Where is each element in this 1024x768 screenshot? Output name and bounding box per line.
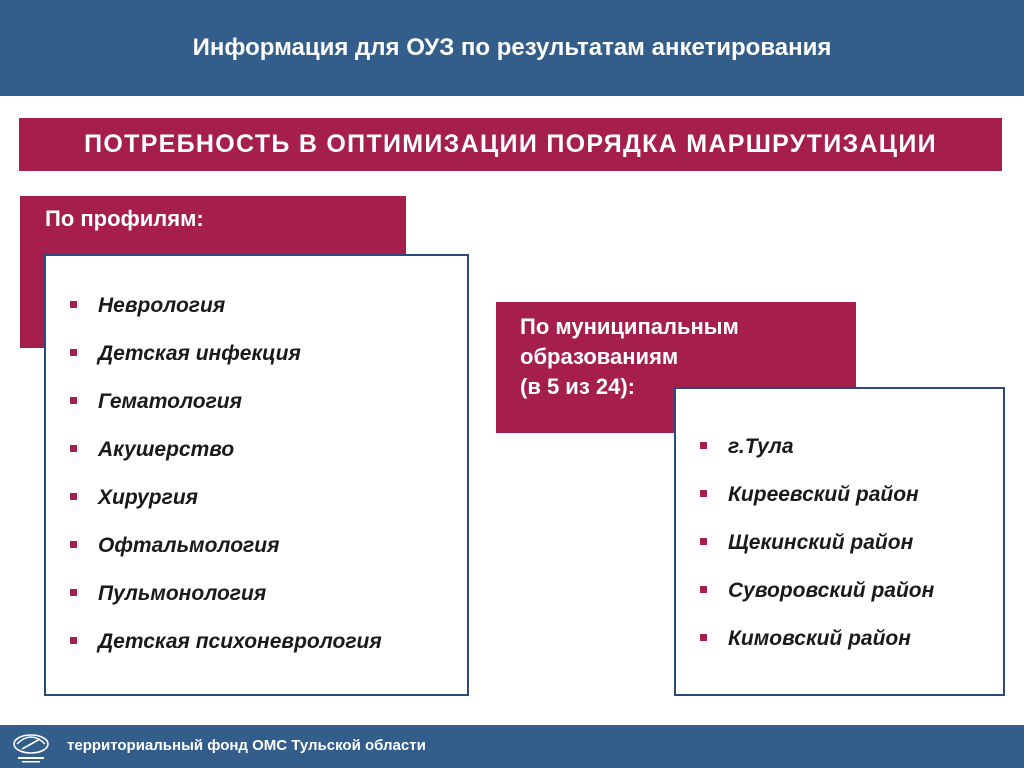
list-item: [676, 627, 1003, 675]
list-item: [46, 294, 467, 342]
bullet-icon: [70, 301, 77, 308]
list-item: [676, 531, 1003, 579]
list-item-text: Офтальмология: [98, 534, 280, 557]
list-item-text: Щекинский район: [728, 531, 914, 554]
municipalities-list: [676, 389, 1003, 675]
bullet-icon: [700, 586, 707, 593]
list-item: [676, 483, 1003, 531]
bullet-icon: [70, 637, 77, 644]
bullet-icon: [70, 589, 77, 596]
list-item-text: Детская психоневрология: [98, 630, 382, 653]
footer-bar: [0, 725, 1024, 768]
header-bar: [0, 0, 1024, 96]
list-item-text: Киреевский район: [728, 483, 919, 506]
profiles-list: [46, 256, 467, 678]
fund-logo-icon: [8, 728, 54, 765]
list-item-text: Неврология: [98, 294, 226, 317]
bullet-icon: [70, 493, 77, 500]
list-item: [46, 438, 467, 486]
list-item: [46, 534, 467, 582]
list-item: [46, 390, 467, 438]
list-item: [46, 630, 467, 678]
municipalities-list-box: [674, 387, 1005, 696]
list-item: [676, 435, 1003, 483]
section-banner: [19, 118, 1002, 171]
list-item-text: г.Тула: [728, 435, 794, 458]
bullet-icon: [700, 538, 707, 545]
bullet-icon: [700, 490, 707, 497]
municipalities-label-line3: (в 5 из 24):: [520, 374, 636, 399]
list-item: [46, 582, 467, 630]
bullet-icon: [70, 445, 77, 452]
footer-text: территориальный фонд ОМС Тульской области: [67, 737, 426, 754]
bullet-icon: [700, 634, 707, 641]
municipalities-label-line2: образованиям: [520, 344, 679, 369]
list-item-text: Хирургия: [98, 486, 199, 509]
list-item: [46, 342, 467, 390]
bullet-icon: [70, 397, 77, 404]
bullet-icon: [70, 541, 77, 548]
banner-text: ПОТРЕБНОСТЬ В ОПТИМИЗАЦИИ ПОРЯДКА МАРШРУТИЗАЦИИ: [84, 130, 937, 158]
list-item: [676, 579, 1003, 627]
profiles-label: По профилям:: [45, 206, 204, 231]
list-item-text: Гематология: [98, 390, 242, 413]
municipalities-label-line1: По муниципальным: [520, 314, 739, 339]
list-item-text: Детская инфекция: [98, 342, 301, 365]
list-item-text: Суворовский район: [728, 579, 935, 602]
bullet-icon: [700, 442, 707, 449]
profiles-list-box: [44, 254, 469, 696]
list-item: [46, 486, 467, 534]
bullet-icon: [70, 349, 77, 356]
list-item-text: Акушерство: [98, 438, 235, 461]
page-title: Информация для ОУЗ по результатам анкетирования: [192, 34, 832, 61]
list-item-text: Пульмонология: [98, 582, 267, 605]
list-item-text: Кимовский район: [728, 627, 911, 650]
